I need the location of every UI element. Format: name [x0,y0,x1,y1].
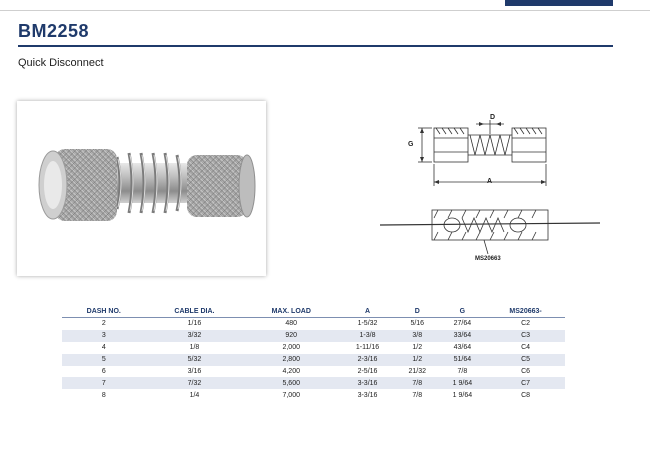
cell-cable-dia: 7/32 [146,377,244,389]
table-row [62,330,565,342]
cell-dash-no: 5 [62,354,146,366]
cell-dash-no: 6 [62,366,146,378]
dimension-label-g: G [408,141,414,148]
table-row [62,354,565,366]
top-accent-tab [505,0,613,6]
page-subtitle: Quick Disconnect [18,57,104,69]
spec-table [62,305,565,401]
table-row [62,389,565,401]
cell-ms20663: C2 [486,318,565,330]
cell-g: 1 9/64 [439,389,487,401]
dimension-drawing [378,110,603,270]
cell-ms20663: C4 [486,342,565,354]
cell-max-load: 920 [243,330,339,342]
cell-ms20663: C6 [486,366,565,378]
cell-dash-no: 2 [62,318,146,330]
cell-max-load: 4,200 [243,366,339,378]
cell-a: 2-5/16 [339,366,396,378]
col-header-dash-no: DASH NO. [62,305,146,318]
page-title: BM2258 [18,21,90,41]
cell-ms20663: C7 [486,377,565,389]
cell-d: 1/2 [396,342,439,354]
cell-g: 1 9/64 [439,377,487,389]
col-header-a: A [339,305,396,318]
cell-cable-dia: 5/32 [146,354,244,366]
title-underline [18,45,613,47]
cell-ms20663: C8 [486,389,565,401]
table-row [62,342,565,354]
table-row [62,377,565,389]
cell-dash-no: 8 [62,389,146,401]
cell-d: 21/32 [396,366,439,378]
technical-drawing [378,110,603,270]
cell-g: 43/64 [439,342,487,354]
cell-g: 27/64 [439,318,487,330]
table-row [62,318,565,330]
top-divider [0,10,650,11]
cell-cable-dia: 1/16 [146,318,244,330]
col-header-d: D [396,305,439,318]
cell-a: 2-3/16 [339,354,396,366]
cell-cable-dia: 3/32 [146,330,244,342]
dimension-label-a: A [487,178,493,185]
cell-g: 51/64 [439,354,487,366]
cell-a: 1-3/8 [339,330,396,342]
quick-disconnect-illustration [17,101,266,276]
cell-dash-no: 7 [62,377,146,389]
col-header-cable-dia: CABLE DIA. [146,305,244,318]
cell-d: 5/16 [396,318,439,330]
cell-dash-no: 4 [62,342,146,354]
cell-g: 33/64 [439,330,487,342]
cell-ms20663: C5 [486,354,565,366]
cell-ms20663: C3 [486,330,565,342]
cell-g: 7/8 [439,366,487,378]
cell-d: 1/2 [396,354,439,366]
table-row [62,366,565,378]
cell-cable-dia: 1/4 [146,389,244,401]
cell-max-load: 480 [243,318,339,330]
dimension-label-d: D [490,114,496,121]
cell-a: 3-3/16 [339,389,396,401]
cell-d: 7/8 [396,377,439,389]
table-header-row [62,305,565,318]
col-header-max-load: MAX. LOAD [243,305,339,318]
cell-max-load: 5,600 [243,377,339,389]
cell-a: 1-5/32 [339,318,396,330]
cell-cable-dia: 1/8 [146,342,244,354]
cell-d: 7/8 [396,389,439,401]
cell-cable-dia: 3/16 [146,366,244,378]
product-photo [17,101,266,276]
col-header-ms20663: MS20663- [486,305,565,318]
cell-max-load: 2,000 [243,342,339,354]
cell-max-load: 7,000 [243,389,339,401]
cell-max-load: 2,800 [243,354,339,366]
cell-d: 3/8 [396,330,439,342]
cell-a: 3-3/16 [339,377,396,389]
part-reference-label: MS20663 [475,256,501,262]
cell-a: 1-11/16 [339,342,396,354]
cell-dash-no: 3 [62,330,146,342]
col-header-g: G [439,305,487,318]
